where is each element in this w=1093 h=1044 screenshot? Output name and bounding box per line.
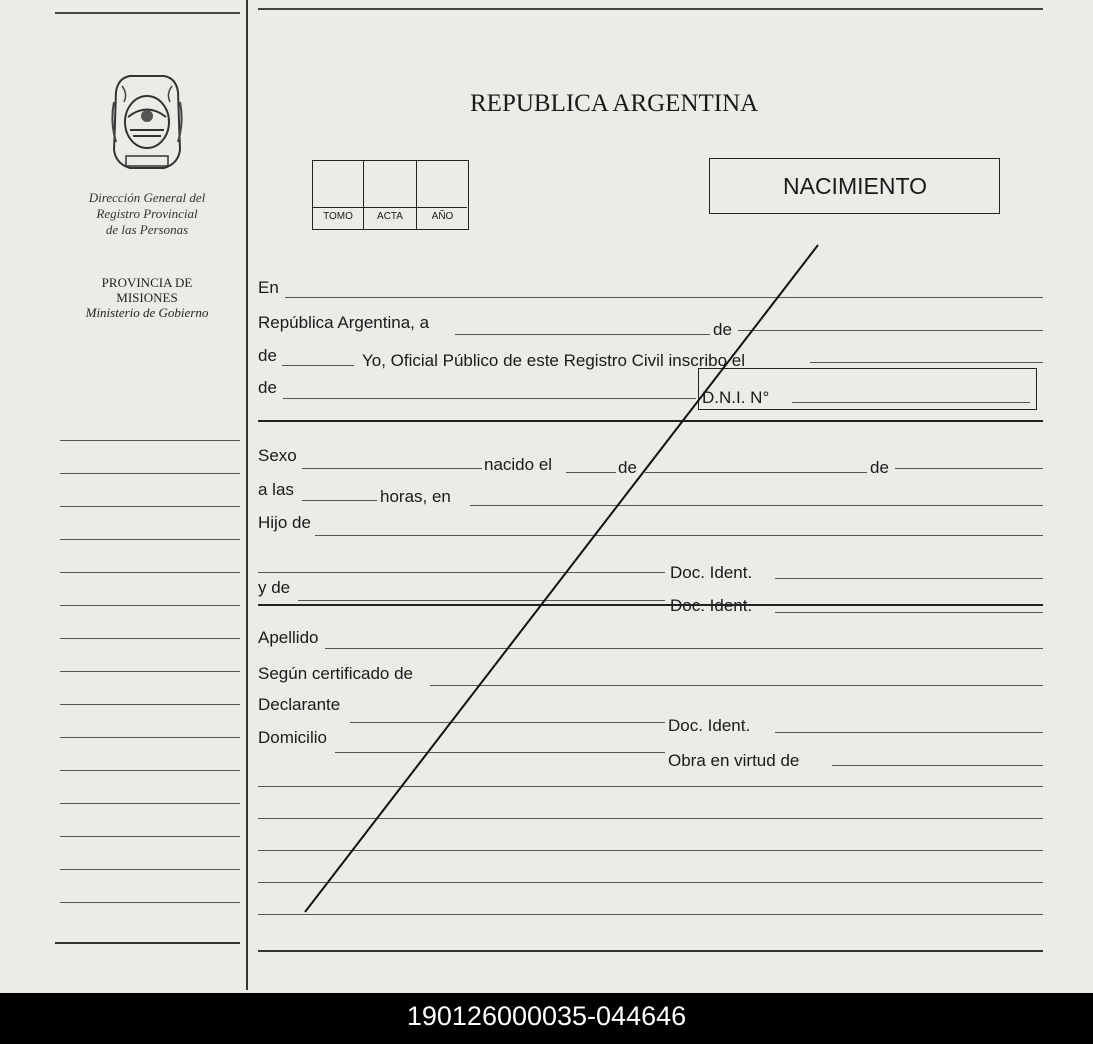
- de-label-5: de: [870, 458, 889, 477]
- acta-label: ACTA: [377, 211, 403, 222]
- en-label: En: [258, 278, 279, 297]
- sexo-label: Sexo: [258, 446, 297, 465]
- doc-ident-label-2: Doc. Ident.: [670, 596, 753, 615]
- y-de-label: y de: [258, 578, 291, 597]
- ano-label: AÑO: [431, 211, 454, 222]
- dni-label: D.N.I. N°: [702, 388, 770, 407]
- a-las-label: a las: [258, 480, 294, 499]
- ministry-line: Ministerio de Gobierno: [85, 305, 209, 320]
- document-id-footer: [0, 993, 1093, 1044]
- province-line1: PROVINCIA DE: [101, 275, 193, 290]
- hijo-de-label: Hijo de: [258, 513, 311, 532]
- declarante-label: Declarante: [258, 695, 341, 714]
- doc-ident-label-3: Doc. Ident.: [668, 716, 751, 735]
- obra-en-virtud-label: Obra en virtud de: [668, 751, 800, 770]
- republica-label: República Argentina, a: [258, 313, 430, 332]
- tomo-label: TOMO: [323, 211, 353, 222]
- de-label-2: de: [258, 346, 277, 365]
- institution-line3: de las Personas: [105, 222, 189, 237]
- institution-line1: Dirección General del: [88, 190, 206, 205]
- institution-line2: Registro Provincial: [96, 206, 198, 221]
- doc-ident-label-1: Doc. Ident.: [670, 563, 753, 582]
- document-id-code: 190126000035-044646: [406, 1001, 687, 1031]
- nacido-el-label: nacido el: [484, 455, 553, 474]
- de-label-1: de: [713, 320, 732, 339]
- de-label-3: de: [258, 378, 277, 397]
- segun-certificado-label: Según certificado de: [258, 664, 413, 683]
- yo-oficial-label: Yo, Oficial Público de este Registro Civil inscribo el: [362, 351, 745, 370]
- page-title: REPUBLICA ARGENTINA: [470, 90, 759, 117]
- domicilio-label: Domicilio: [258, 728, 327, 747]
- horas-en-label: horas, en: [380, 487, 451, 506]
- province-line2: MISIONES: [116, 290, 178, 305]
- record-type-label: NACIMIENTO: [783, 173, 927, 199]
- de-label-4: de: [618, 458, 637, 477]
- apellido-label: Apellido: [258, 628, 319, 647]
